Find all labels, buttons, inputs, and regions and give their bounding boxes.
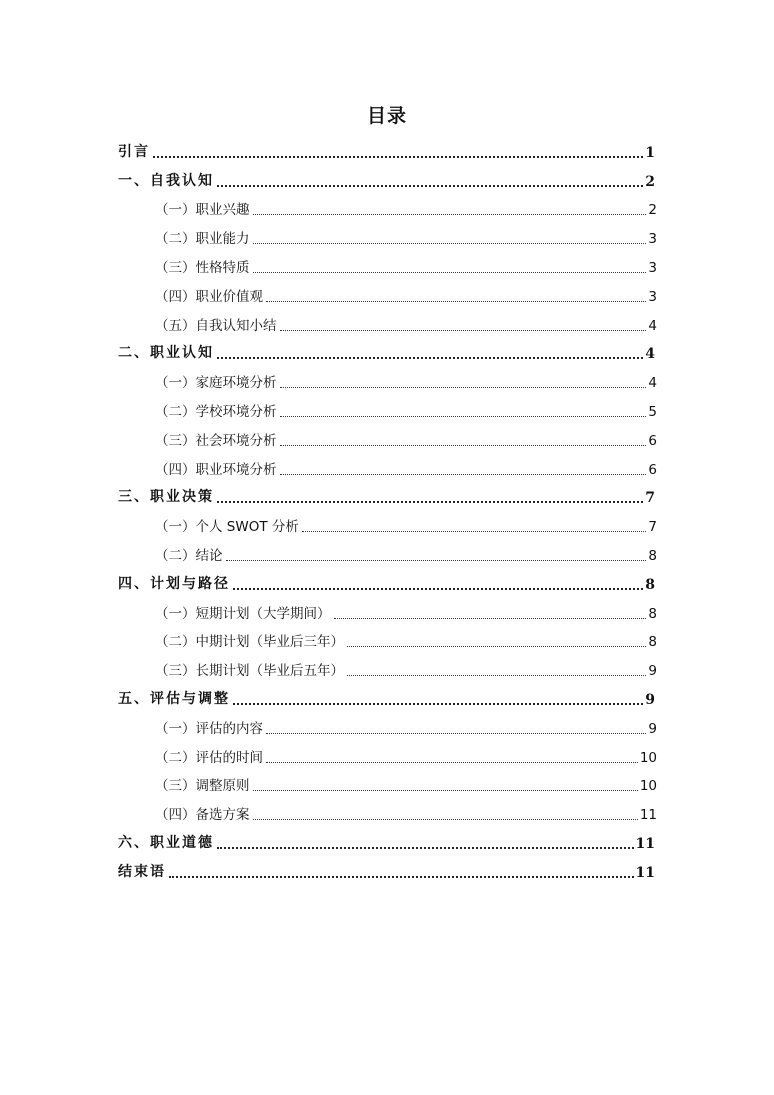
dot-leader (347, 645, 646, 647)
dot-leader (280, 386, 647, 388)
dot-leader (347, 674, 646, 676)
toc-section-entry[interactable] (0, 799, 657, 828)
dot-leader (226, 559, 647, 561)
toc-entry-label: （二）结论 (155, 547, 223, 564)
toc-entry-label: （五）自我认知小结 (155, 317, 277, 334)
toc-entry-label: （一）短期计划（大学期间） (155, 605, 331, 622)
dot-leader (217, 356, 643, 359)
dot-leader (266, 761, 638, 763)
toc-entry-label: （三）性格特质 (155, 259, 250, 276)
toc-entry-label: （三）长期计划（毕业后五年） (155, 663, 344, 680)
toc-entry-page-number: 4 (645, 346, 655, 363)
toc-entry-label: （四）职业环境分析 (155, 461, 277, 478)
dot-leader (253, 213, 647, 215)
toc-entry-label: （四）职业价值观 (155, 288, 263, 305)
toc-chapter-entry[interactable] (0, 828, 655, 857)
toc-section-entry[interactable] (0, 655, 657, 684)
dot-leader (233, 702, 643, 705)
toc-entry-label: 一、自我认知 (118, 172, 214, 189)
toc-entry-page-number: 9 (648, 720, 657, 737)
dot-leader (169, 875, 634, 878)
toc-section-entry[interactable] (0, 425, 657, 454)
toc-section-entry[interactable] (0, 252, 657, 281)
toc-entry-page-number: 5 (648, 403, 657, 420)
toc-entry-label: （二）评估的时间 (155, 749, 263, 766)
toc-entry-page-number: 3 (648, 231, 657, 248)
toc-entry-label: 四、计划与路径 (118, 575, 230, 592)
toc-entry-label: （一）个人 SWOT 分析 (155, 519, 299, 536)
toc-entry-label: （四）备选方案 (155, 807, 250, 824)
toc-section-entry[interactable] (0, 454, 657, 483)
toc-section-entry[interactable] (0, 367, 657, 396)
toc-entry-label: 结束语 (118, 863, 166, 880)
toc-section-entry[interactable] (0, 742, 657, 771)
toc-entry-label: 三、职业决策 (118, 489, 214, 506)
toc-entry-page-number: 11 (635, 835, 655, 852)
toc-chapter-entry[interactable] (0, 684, 655, 713)
toc-entry-page-number: 11 (635, 864, 655, 881)
toc-section-entry[interactable] (0, 281, 657, 310)
toc-entry-page-number: 11 (639, 807, 657, 824)
toc-entry-page-number: 8 (648, 605, 657, 622)
toc-entry-page-number: 1 (645, 144, 655, 161)
dot-leader (233, 587, 643, 590)
toc-entry-page-number: 6 (648, 432, 657, 449)
toc-chapter-entry[interactable] (0, 569, 655, 598)
toc-title: 目录 (366, 105, 407, 127)
toc-chapter-entry[interactable] (0, 137, 655, 166)
toc-section-entry[interactable] (0, 598, 657, 627)
toc-entry-label: （一）家庭环境分析 (155, 375, 277, 392)
toc-entry-page-number: 7 (645, 490, 655, 507)
toc-section-entry[interactable] (0, 195, 657, 224)
dot-leader (253, 818, 638, 820)
toc-section-entry[interactable] (0, 540, 657, 569)
dot-leader (334, 617, 647, 619)
toc-chapter-entry[interactable] (0, 483, 655, 512)
dot-leader (302, 530, 647, 532)
toc-section-entry[interactable] (0, 223, 657, 252)
toc-entry-label: （三）社会环境分析 (155, 432, 277, 449)
toc-entry-page-number: 3 (648, 259, 657, 276)
toc-section-entry[interactable] (0, 627, 657, 656)
toc-entry-page-number: 8 (648, 634, 657, 651)
toc-entry-label: 二、职业认知 (118, 345, 214, 362)
toc-entry-label: （二）中期计划（毕业后三年） (155, 634, 344, 651)
toc-entry-label: 五、评估与调整 (118, 690, 230, 707)
dot-leader (217, 184, 643, 187)
toc-entry-label: （二）职业能力 (155, 231, 250, 248)
dot-leader (266, 300, 646, 302)
toc-entry-page-number: 2 (648, 202, 657, 219)
dot-leader (153, 155, 643, 158)
dot-leader (266, 732, 646, 734)
toc-chapter-entry[interactable] (0, 339, 655, 368)
toc-list (0, 137, 774, 886)
toc-section-entry[interactable] (0, 310, 657, 339)
toc-entry-page-number: 2 (645, 173, 655, 190)
toc-entry-page-number: 8 (648, 547, 657, 564)
toc-entry-page-number: 10 (639, 778, 657, 795)
toc-entry-page-number: 4 (648, 317, 657, 334)
toc-entry-label: 六、职业道德 (118, 834, 214, 851)
dot-leader (280, 329, 647, 331)
toc-section-entry[interactable] (0, 713, 657, 742)
dot-leader (280, 473, 647, 475)
toc-chapter-entry[interactable] (0, 166, 655, 195)
toc-entry-label: （二）学校环境分析 (155, 403, 277, 420)
toc-entry-page-number: 9 (648, 663, 657, 680)
toc-entry-page-number: 6 (648, 461, 657, 478)
toc-chapter-entry[interactable] (0, 857, 655, 886)
toc-entry-label: （三）调整原则 (155, 778, 250, 795)
dot-leader (217, 500, 643, 503)
dot-leader (280, 444, 647, 446)
toc-entry-page-number: 9 (645, 691, 655, 708)
toc-entry-page-number: 3 (648, 288, 657, 305)
toc-entry-page-number: 8 (645, 576, 655, 593)
toc-entry-label: （一）评估的内容 (155, 720, 263, 737)
toc-entry-page-number: 10 (639, 749, 657, 766)
toc-entry-page-number: 4 (648, 375, 657, 392)
toc-entry-label: 引言 (118, 143, 150, 160)
dot-leader (253, 271, 647, 273)
toc-section-entry[interactable] (0, 511, 657, 540)
toc-section-entry[interactable] (0, 396, 657, 425)
toc-entry-page-number: 7 (648, 519, 657, 536)
dot-leader (217, 846, 634, 849)
toc-entry-label: （一）职业兴趣 (155, 202, 250, 219)
dot-leader (280, 415, 647, 417)
dot-leader (253, 789, 638, 791)
dot-leader (253, 242, 647, 244)
toc-section-entry[interactable] (0, 771, 657, 800)
